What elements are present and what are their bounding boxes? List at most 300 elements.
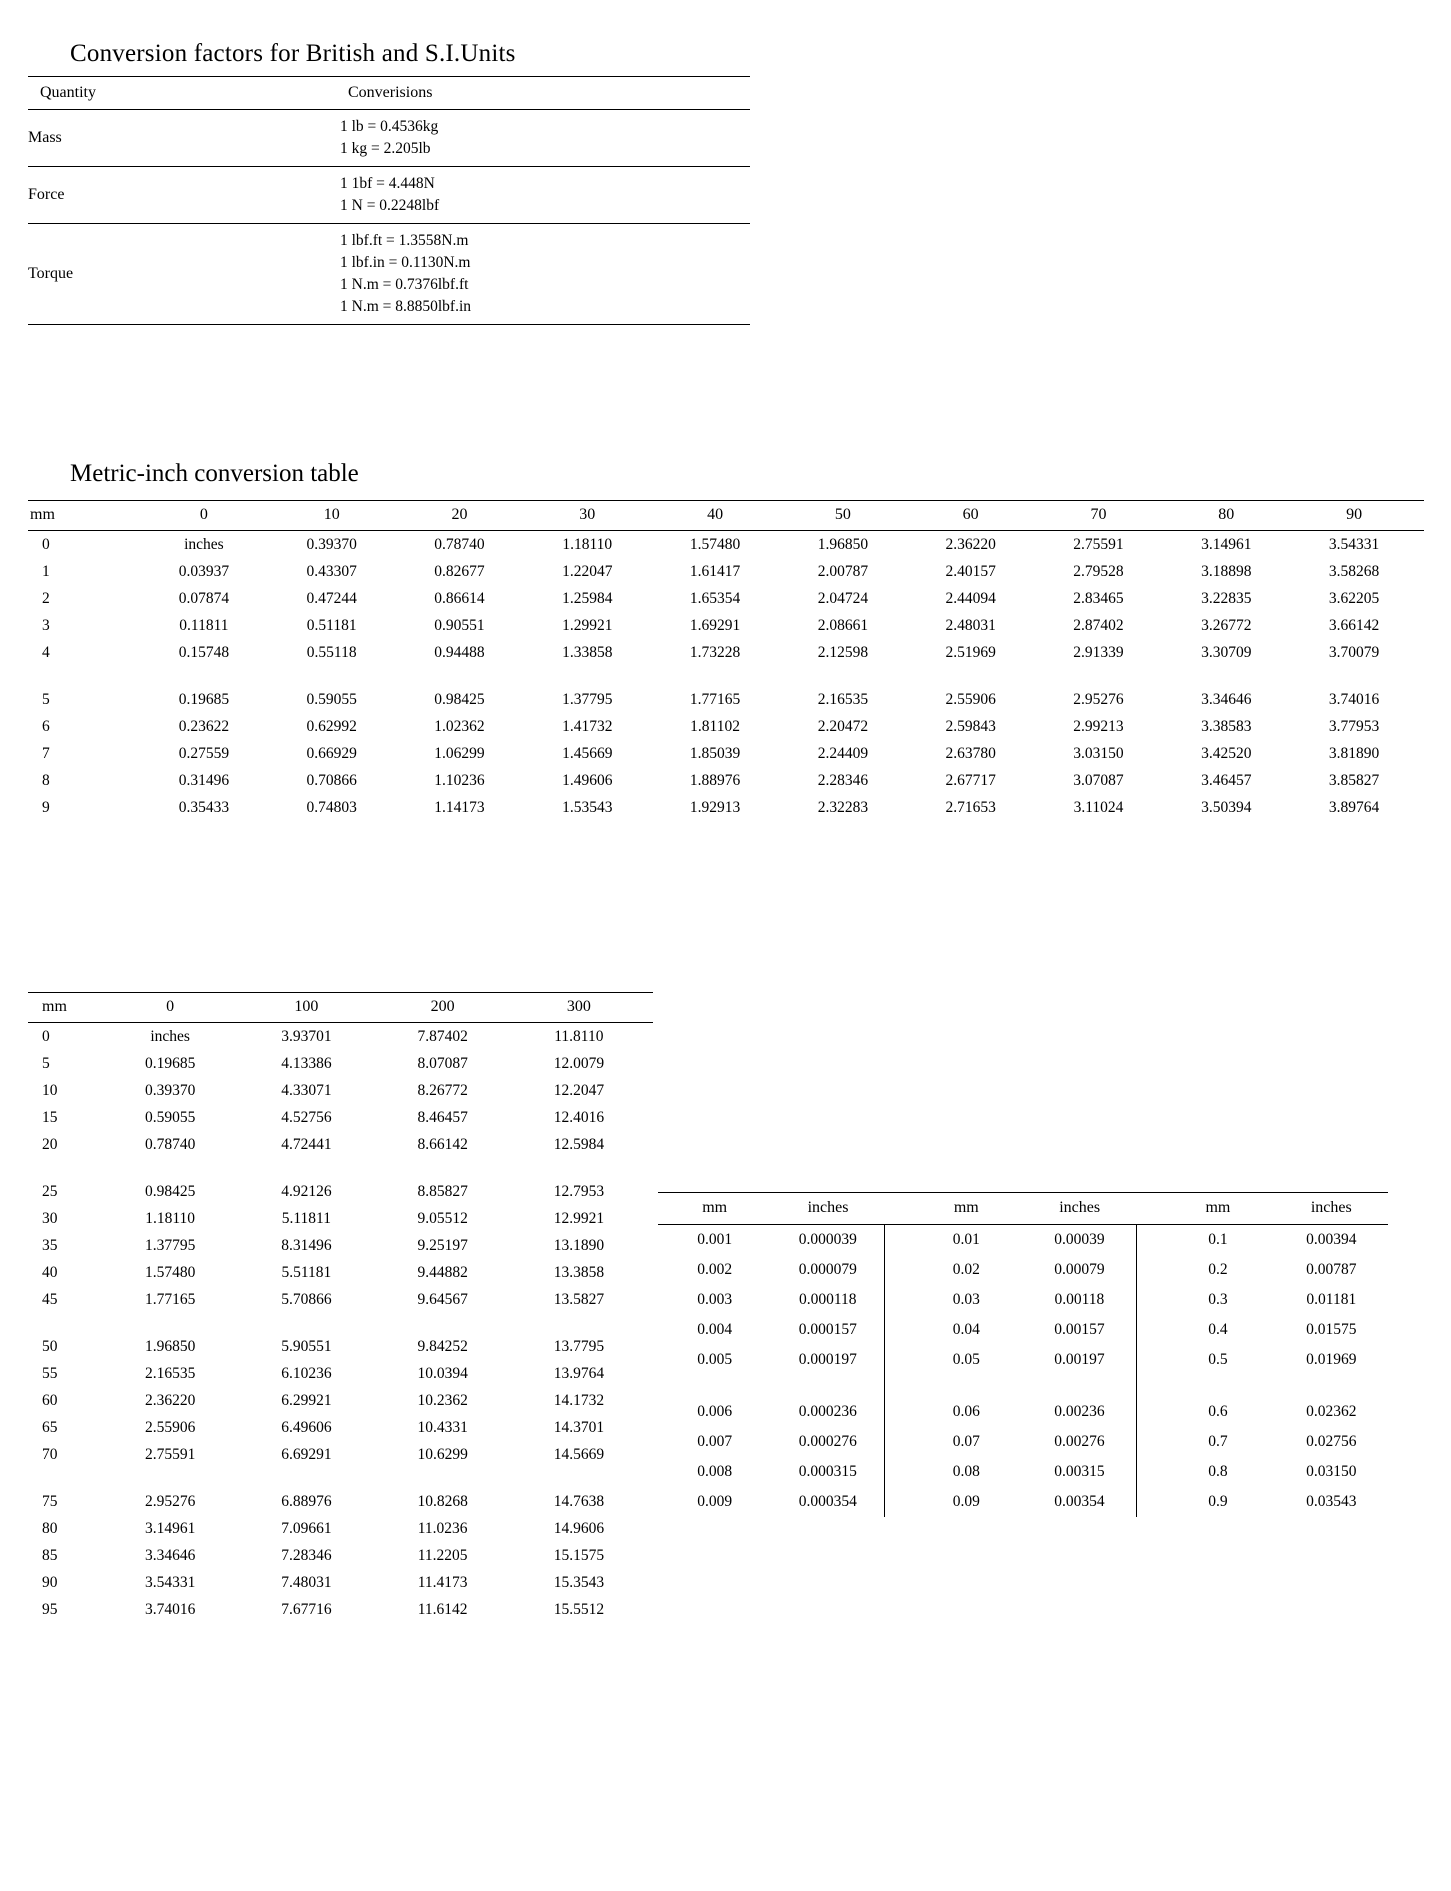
value-cell: 1.53543 xyxy=(562,798,613,816)
value-cell: 0.39370 xyxy=(144,1081,196,1099)
inches-cell: 0.01969 xyxy=(1306,1351,1357,1368)
value-cell: 0.62992 xyxy=(306,717,357,735)
inches-cell: 0.00315 xyxy=(1054,1463,1105,1480)
value-cell: 1.96850 xyxy=(144,1337,196,1355)
value-cell: 1.25984 xyxy=(562,589,613,607)
conversion-line: 1 N.m = 8.8850lbf.in xyxy=(340,298,472,315)
table-row xyxy=(28,1387,653,1414)
value-cell: 13.9764 xyxy=(553,1364,605,1382)
mm-cell: 0.1 xyxy=(1208,1231,1228,1248)
inches-cell: 0.00787 xyxy=(1306,1261,1357,1278)
value-cell: 7.67716 xyxy=(281,1600,332,1618)
inches-cell: 0.03150 xyxy=(1306,1463,1357,1480)
value-cell: 10.6299 xyxy=(417,1445,468,1463)
value-cell: 2.95276 xyxy=(144,1492,196,1510)
value-cell: 6.49606 xyxy=(281,1418,332,1436)
value-cell: 1.57480 xyxy=(689,535,741,553)
column-header: mm xyxy=(1161,1193,1274,1225)
value-cell: 7.28346 xyxy=(281,1546,332,1564)
conversion-line: 1 N = 0.2248lbf xyxy=(340,197,440,214)
table-row xyxy=(28,1596,653,1623)
table-header-row xyxy=(28,501,1424,531)
value-cell: 0.55118 xyxy=(306,643,357,661)
column-header: mm xyxy=(28,501,146,531)
value-cell: 0.70866 xyxy=(306,771,357,789)
table-row xyxy=(28,110,750,167)
mm-cell: 0.3 xyxy=(1208,1291,1228,1308)
column-separator xyxy=(1136,1427,1161,1457)
value-cell: 0.31496 xyxy=(178,771,230,789)
value-cell: 0.43307 xyxy=(306,562,357,580)
row-label-cell: 25 xyxy=(42,1182,58,1200)
value-cell: 0.39370 xyxy=(306,535,357,553)
value-cell: 11.6142 xyxy=(417,1600,468,1618)
value-cell: 4.92126 xyxy=(281,1182,332,1200)
column-header: 0 xyxy=(108,993,244,1023)
mm-cell: 0.01 xyxy=(952,1231,980,1248)
value-cell: 4.33071 xyxy=(281,1081,332,1099)
value-cell: 0.19685 xyxy=(144,1054,196,1072)
row-label-cell: 7 xyxy=(42,744,50,762)
row-label-cell: 10 xyxy=(42,1081,58,1099)
value-cell: 2.91339 xyxy=(1073,643,1124,661)
value-cell: 12.5984 xyxy=(553,1135,605,1153)
mm-cell: 0.006 xyxy=(697,1403,733,1420)
value-cell: 1.45669 xyxy=(562,744,613,762)
column-separator xyxy=(1136,1285,1161,1315)
value-cell: 3.54331 xyxy=(1328,535,1380,553)
column-header: 100 xyxy=(244,993,380,1023)
row-spacer-cell xyxy=(1275,1375,1388,1397)
value-cell: 1.73228 xyxy=(689,643,741,661)
inches-cell: 0.00236 xyxy=(1054,1403,1105,1420)
inches-cell: 0.00039 xyxy=(1054,1231,1105,1248)
row-label-cell: 80 xyxy=(42,1519,58,1537)
value-cell: 2.08661 xyxy=(817,616,869,634)
value-cell: 1.61417 xyxy=(689,562,741,580)
row-label-cell: 45 xyxy=(42,1290,58,1308)
row-label-cell: 60 xyxy=(42,1391,58,1409)
value-cell: 1.33858 xyxy=(562,643,613,661)
table-row xyxy=(28,531,1424,559)
row-label-cell: 65 xyxy=(42,1418,58,1436)
mm-cell: 0.03 xyxy=(952,1291,980,1308)
value-cell: 3.03150 xyxy=(1073,744,1124,762)
value-cell: 3.34646 xyxy=(144,1546,196,1564)
row-label-cell: 2 xyxy=(42,589,50,607)
value-cell: 0.78740 xyxy=(144,1135,196,1153)
mm-cell: 0.6 xyxy=(1208,1403,1228,1420)
row-label-cell: 50 xyxy=(42,1337,58,1355)
value-cell: 2.51969 xyxy=(945,643,996,661)
row-label-cell: 95 xyxy=(42,1600,58,1618)
value-cell: 7.09661 xyxy=(281,1519,332,1537)
column-header: inches xyxy=(1275,1193,1388,1225)
value-cell: 12.0079 xyxy=(553,1054,605,1072)
table-row xyxy=(658,1457,1388,1487)
inches-cell: 0.00394 xyxy=(1306,1231,1357,1248)
conversion-line: 1 lb = 0.4536kg xyxy=(340,118,439,135)
mm-cell: 0.09 xyxy=(952,1493,980,1510)
value-cell: 14.7638 xyxy=(553,1492,605,1510)
column-header: 0 xyxy=(146,501,274,531)
inches-cell: 0.00354 xyxy=(1054,1493,1105,1510)
row-spacer-cell xyxy=(1161,1375,1274,1397)
value-cell: 9.25197 xyxy=(417,1236,468,1254)
value-cell: 0.90551 xyxy=(434,616,485,634)
value-cell: 10.8268 xyxy=(417,1492,468,1510)
table-row xyxy=(28,713,1424,740)
value-cell: 3.85827 xyxy=(1328,771,1380,789)
decimals-table xyxy=(658,1192,1388,1517)
value-cell: 5.51181 xyxy=(281,1263,332,1281)
mm-cell: 0.2 xyxy=(1208,1261,1228,1278)
column-separator xyxy=(1136,1315,1161,1345)
column-separator xyxy=(1136,1345,1161,1375)
metric-inch-section xyxy=(28,460,1428,821)
value-cell: 1.92913 xyxy=(689,798,741,816)
conversion-factors-title: Conversion factors for British and S.I.Units xyxy=(70,40,516,67)
value-cell: 3.50394 xyxy=(1201,798,1252,816)
value-cell: 12.4016 xyxy=(553,1108,605,1126)
value-cell: 2.87402 xyxy=(1073,616,1124,634)
column-separator xyxy=(885,1315,910,1345)
conversion-line: 1 N.m = 0.7376lbf.ft xyxy=(340,276,469,293)
value-cell: 1.49606 xyxy=(562,771,613,789)
inches-cell: 0.000354 xyxy=(798,1493,857,1510)
value-cell: 0.66929 xyxy=(306,744,357,762)
row-spacer xyxy=(658,1375,1388,1397)
column-separator xyxy=(885,1487,910,1517)
mm-cell: 0.06 xyxy=(952,1403,980,1420)
table-row xyxy=(28,1569,653,1596)
mm-cell: 0.8 xyxy=(1208,1463,1228,1480)
conversion-line: 1 kg = 2.205lb xyxy=(340,140,431,157)
value-cell: 2.71653 xyxy=(945,798,996,816)
table-row xyxy=(28,167,750,224)
row-spacer xyxy=(28,1313,653,1333)
table-row xyxy=(28,767,1424,794)
table-row xyxy=(28,686,1424,713)
metric-inch-header xyxy=(28,501,1424,531)
table-row xyxy=(658,1487,1388,1517)
value-cell: 0.59055 xyxy=(306,690,357,708)
table-row xyxy=(28,1050,653,1077)
inches-cell: 0.00157 xyxy=(1054,1321,1105,1338)
row-spacer-cell xyxy=(28,1313,653,1333)
value-cell: 11.4173 xyxy=(417,1573,468,1591)
column-header: 90 xyxy=(1296,501,1424,531)
value-cell: 2.59843 xyxy=(945,717,996,735)
column-separator xyxy=(1136,1487,1161,1517)
value-cell: 12.2047 xyxy=(553,1081,605,1099)
value-cell: 2.55906 xyxy=(945,690,996,708)
value-cell: 3.46457 xyxy=(1201,771,1252,789)
value-cell: 2.44094 xyxy=(945,589,996,607)
conversions-cell xyxy=(340,167,750,224)
value-cell: 2.36220 xyxy=(144,1391,196,1409)
row-spacer-cell xyxy=(1023,1375,1136,1397)
row-label-cell: 75 xyxy=(42,1492,58,1510)
conversion-factors-body xyxy=(28,110,750,325)
value-cell: 3.81890 xyxy=(1328,744,1380,762)
conversion-line: 1 lbf.in = 0.1130N.m xyxy=(340,254,471,271)
table-row xyxy=(658,1427,1388,1457)
metric-inch-body xyxy=(28,531,1424,822)
value-cell: 8.66142 xyxy=(417,1135,468,1153)
value-cell: 11.2205 xyxy=(417,1546,468,1564)
decimals-section xyxy=(658,1192,1398,1517)
value-cell: 1.06299 xyxy=(434,744,485,762)
hundreds-table xyxy=(28,992,653,1623)
column-header: 10 xyxy=(274,501,402,531)
decimals-header xyxy=(658,1193,1388,1225)
column-separator xyxy=(1136,1397,1161,1427)
value-cell: 1.77165 xyxy=(144,1290,196,1308)
table-row xyxy=(28,1131,653,1158)
value-cell: 0.07874 xyxy=(178,589,230,607)
table-header-row xyxy=(28,77,750,110)
conversions-cell xyxy=(340,110,750,167)
row-spacer-cell xyxy=(771,1375,884,1397)
value-cell: 7.48031 xyxy=(281,1573,332,1591)
table-row xyxy=(28,1542,653,1569)
value-cell: 3.18898 xyxy=(1201,562,1252,580)
value-cell: 13.7795 xyxy=(553,1337,605,1355)
row-label-cell: 4 xyxy=(42,643,50,661)
value-cell: 14.9606 xyxy=(553,1519,605,1537)
value-cell: 2.32283 xyxy=(817,798,869,816)
value-cell: 3.93701 xyxy=(281,1027,332,1045)
column-header: 20 xyxy=(402,501,530,531)
row-label-cell: 35 xyxy=(42,1236,58,1254)
row-label-cell: 6 xyxy=(42,717,50,735)
value-cell: 3.74016 xyxy=(1328,690,1380,708)
row-label-cell: 15 xyxy=(42,1108,58,1126)
value-cell: 3.14961 xyxy=(1201,535,1252,553)
inches-cell: 0.00079 xyxy=(1054,1261,1105,1278)
value-cell: 2.36220 xyxy=(945,535,996,553)
column-separator xyxy=(1136,1255,1161,1285)
mm-cell: 0.02 xyxy=(952,1261,980,1278)
conversion-line: 1 lbf.ft = 1.3558N.m xyxy=(340,232,469,249)
table-row xyxy=(28,1232,653,1259)
value-cell: 1.22047 xyxy=(562,562,613,580)
inches-cell: 0.00276 xyxy=(1054,1433,1105,1450)
row-spacer-cell xyxy=(658,1375,771,1397)
value-cell: 4.72441 xyxy=(281,1135,332,1153)
table-header-row xyxy=(658,1193,1388,1225)
mm-cell: 0.003 xyxy=(697,1291,733,1308)
value-cell: 3.30709 xyxy=(1201,643,1252,661)
value-cell: 0.74803 xyxy=(306,798,357,816)
value-cell: 9.05512 xyxy=(417,1209,468,1227)
table-row xyxy=(28,1488,653,1515)
value-cell: 8.07087 xyxy=(417,1054,468,1072)
value-cell: 1.14173 xyxy=(434,798,485,816)
value-cell: 3.26772 xyxy=(1201,616,1252,634)
column-separator xyxy=(885,1225,910,1256)
value-cell: 5.11811 xyxy=(281,1209,331,1227)
value-cell: 1.29921 xyxy=(562,616,613,634)
row-label-cell: 8 xyxy=(42,771,50,789)
column-separator xyxy=(885,1397,910,1427)
value-cell: 1.18110 xyxy=(145,1209,196,1227)
value-cell: 2.28346 xyxy=(817,771,869,789)
value-cell: 0.35433 xyxy=(178,798,230,816)
value-cell: 2.79528 xyxy=(1073,562,1124,580)
value-cell: 5.70866 xyxy=(281,1290,332,1308)
table-row xyxy=(28,558,1424,585)
table-row xyxy=(28,1205,653,1232)
inches-cell: 0.02362 xyxy=(1306,1403,1357,1420)
value-cell: 9.64567 xyxy=(417,1290,468,1308)
row-label-cell: 85 xyxy=(42,1546,58,1564)
value-cell: 3.42520 xyxy=(1201,744,1252,762)
value-cell: 3.66142 xyxy=(1328,616,1380,634)
value-cell: 1.77165 xyxy=(689,690,741,708)
row-spacer-cell xyxy=(28,1468,653,1488)
table-row xyxy=(28,1104,653,1131)
value-cell: 0.98425 xyxy=(144,1182,196,1200)
metric-inch-title: Metric-inch conversion table xyxy=(70,460,359,487)
value-cell: 2.20472 xyxy=(817,717,869,735)
value-cell: 0.19685 xyxy=(178,690,230,708)
row-label-cell: 40 xyxy=(42,1263,58,1281)
value-cell: 3.11024 xyxy=(1073,798,1124,816)
column-header: mm xyxy=(28,993,108,1023)
value-cell: 1.37795 xyxy=(144,1236,196,1254)
table-row xyxy=(28,1077,653,1104)
value-cell: 2.55906 xyxy=(144,1418,196,1436)
value-cell: 2.83465 xyxy=(1073,589,1124,607)
row-label-cell: 5 xyxy=(42,1054,50,1072)
column-header: mm xyxy=(658,1193,771,1225)
value-cell: 1.18110 xyxy=(562,535,613,553)
value-cell: 8.31496 xyxy=(281,1236,332,1254)
value-cell: 2.40157 xyxy=(945,562,996,580)
row-spacer-cell xyxy=(1136,1375,1161,1397)
quantity-cell: Mass xyxy=(28,110,340,167)
table-row xyxy=(28,794,1424,821)
column-separator xyxy=(885,1427,910,1457)
value-cell: 6.88976 xyxy=(281,1492,332,1510)
value-cell: 2.12598 xyxy=(817,643,869,661)
table-row xyxy=(28,224,750,325)
value-cell: 10.2362 xyxy=(417,1391,468,1409)
mm-cell: 0.08 xyxy=(952,1463,980,1480)
mm-cell: 0.7 xyxy=(1208,1433,1228,1450)
column-header: 50 xyxy=(785,501,913,531)
row-label-cell: 20 xyxy=(42,1135,58,1153)
value-cell: 14.3701 xyxy=(553,1418,605,1436)
column-header: mm xyxy=(910,1193,1023,1225)
value-cell: 0.86614 xyxy=(434,589,485,607)
mm-cell: 0.002 xyxy=(697,1261,733,1278)
value-cell: 15.5512 xyxy=(553,1600,605,1618)
row-label-cell: 55 xyxy=(42,1364,58,1382)
mm-cell: 0.001 xyxy=(697,1231,733,1248)
column-header: 200 xyxy=(381,993,517,1023)
row-spacer-cell xyxy=(885,1375,910,1397)
row-spacer xyxy=(28,666,1424,686)
column-gap xyxy=(1136,1193,1161,1225)
table-row xyxy=(28,1023,653,1051)
value-cell: 0.11811 xyxy=(179,616,229,634)
mm-cell: 0.5 xyxy=(1208,1351,1228,1368)
value-cell: 8.85827 xyxy=(417,1182,468,1200)
value-cell: 2.99213 xyxy=(1073,717,1124,735)
value-cell: 2.16535 xyxy=(817,690,869,708)
table-row xyxy=(658,1345,1388,1375)
value-cell: 6.29921 xyxy=(281,1391,332,1409)
inches-cell: 0.03543 xyxy=(1306,1493,1357,1510)
inches-cell: 0.000315 xyxy=(798,1463,857,1480)
table-row xyxy=(28,1286,653,1313)
table-row xyxy=(28,1515,653,1542)
hundreds-body xyxy=(28,1023,653,1624)
value-cell: 7.87402 xyxy=(417,1027,468,1045)
value-cell: 13.3858 xyxy=(553,1263,605,1281)
quantity-cell: Force xyxy=(28,167,340,224)
column-header: inches xyxy=(771,1193,884,1225)
value-cell: 2.48031 xyxy=(945,616,996,634)
table-row xyxy=(658,1225,1388,1256)
decimals-body xyxy=(658,1225,1388,1518)
metric-inch-table xyxy=(28,500,1424,821)
table-row xyxy=(28,1333,653,1360)
table-row xyxy=(658,1285,1388,1315)
value-cell: 2.95276 xyxy=(1073,690,1124,708)
column-separator xyxy=(1136,1457,1161,1487)
inches-cell: 0.00197 xyxy=(1054,1351,1105,1368)
table-row xyxy=(28,1178,653,1205)
value-cell: inches xyxy=(184,535,224,553)
column-header: 60 xyxy=(913,501,1041,531)
conversion-factors-table xyxy=(28,76,750,325)
value-cell: 4.52756 xyxy=(281,1108,332,1126)
value-cell: 1.37795 xyxy=(562,690,613,708)
value-cell: 3.54331 xyxy=(144,1573,196,1591)
conversions-cell xyxy=(340,224,750,325)
value-cell: 1.02362 xyxy=(434,717,485,735)
table-row xyxy=(658,1397,1388,1427)
hundreds-header xyxy=(28,993,653,1023)
row-label-cell: 0 xyxy=(42,1027,50,1045)
value-cell: 2.67717 xyxy=(945,771,996,789)
value-cell: 3.58268 xyxy=(1328,562,1380,580)
column-header: 40 xyxy=(657,501,785,531)
value-cell: 3.22835 xyxy=(1201,589,1252,607)
value-cell: 5.90551 xyxy=(281,1337,332,1355)
value-cell: 4.13386 xyxy=(281,1054,332,1072)
value-cell: inches xyxy=(150,1027,190,1045)
column-gap xyxy=(885,1193,910,1225)
value-cell: 15.1575 xyxy=(553,1546,605,1564)
table-row xyxy=(658,1315,1388,1345)
value-cell: 14.1732 xyxy=(553,1391,605,1409)
mm-cell: 0.005 xyxy=(697,1351,733,1368)
inches-cell: 0.000236 xyxy=(798,1403,857,1420)
table-row xyxy=(658,1255,1388,1285)
value-cell: 0.03937 xyxy=(178,562,230,580)
row-label-cell: 90 xyxy=(42,1573,58,1591)
value-cell: 2.75591 xyxy=(1073,535,1124,553)
mm-cell: 0.4 xyxy=(1208,1321,1228,1338)
value-cell: 3.38583 xyxy=(1201,717,1252,735)
row-label-cell: 70 xyxy=(42,1445,58,1463)
value-cell: 9.44882 xyxy=(417,1263,468,1281)
